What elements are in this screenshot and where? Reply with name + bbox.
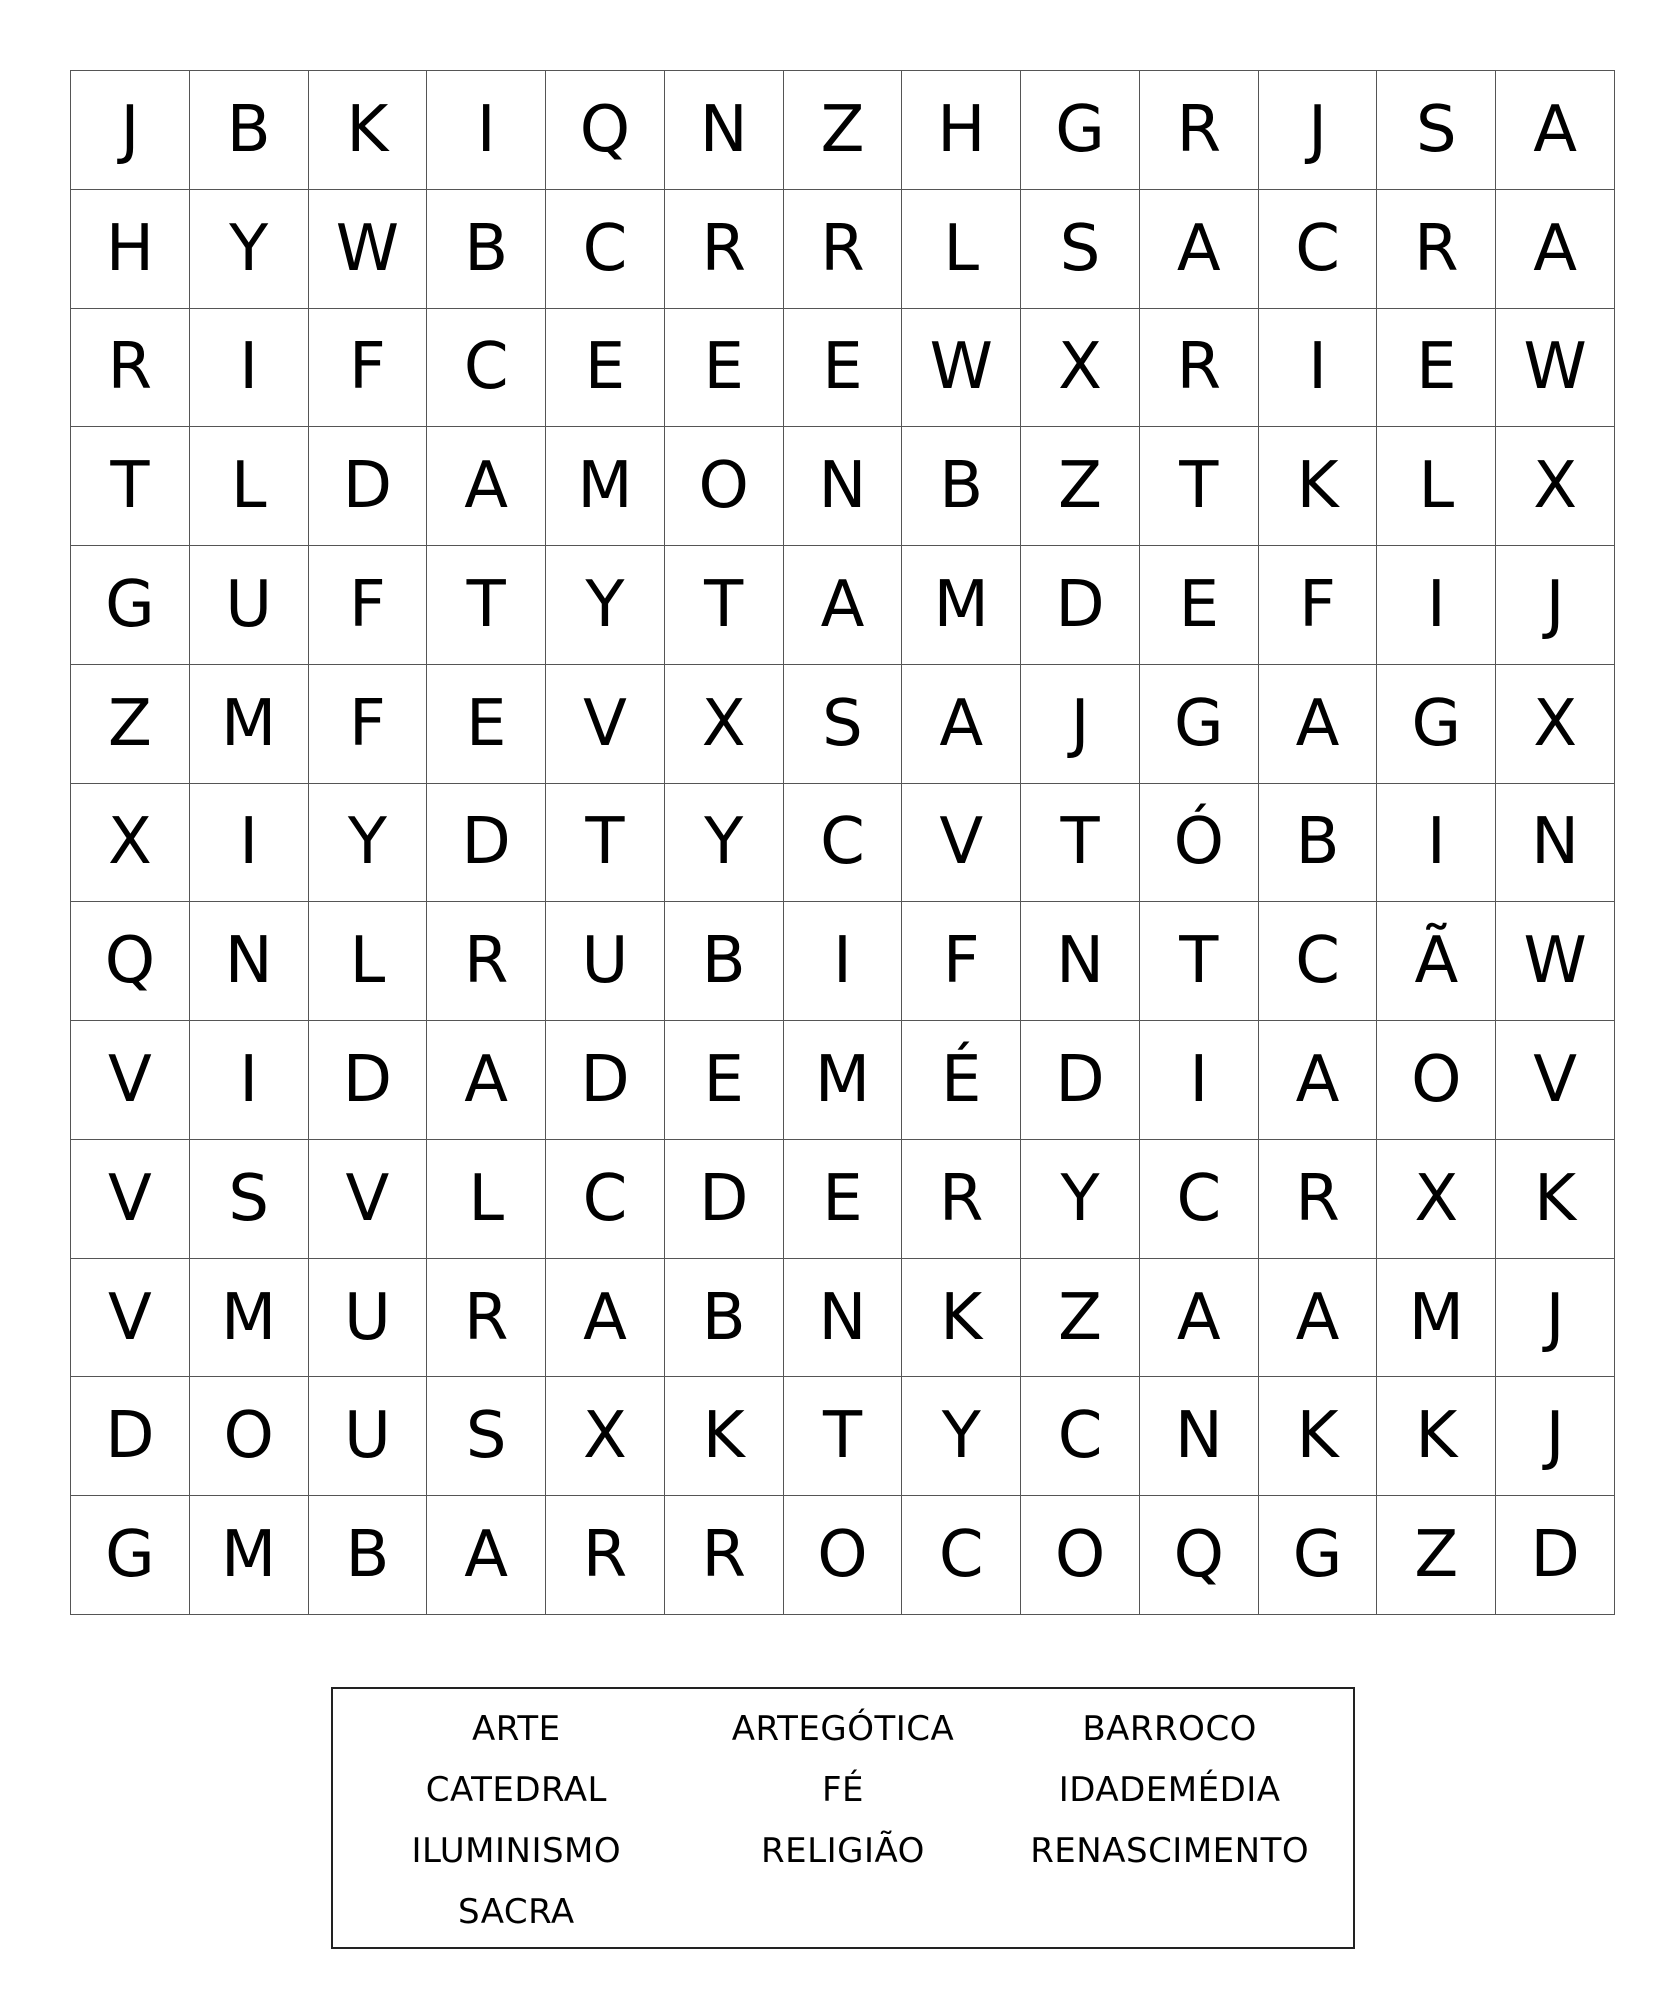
grid-cell[interactable]: G (1021, 71, 1140, 190)
grid-cell[interactable]: A (427, 427, 546, 546)
grid-cell[interactable]: F (309, 546, 428, 665)
grid-cell[interactable]: J (1496, 1377, 1615, 1496)
word-list-item: ILUMINISMO (411, 1831, 622, 1871)
grid-cell[interactable]: A (427, 1021, 546, 1140)
grid-cell[interactable]: Q (71, 902, 190, 1021)
grid-cell[interactable]: N (784, 427, 903, 546)
grid-cell[interactable]: I (784, 902, 903, 1021)
grid-cell[interactable]: E (784, 1140, 903, 1259)
grid-cell[interactable]: R (665, 1496, 784, 1615)
grid-cell[interactable]: D (1021, 1021, 1140, 1140)
grid-cell[interactable]: U (309, 1259, 428, 1378)
grid-cell[interactable]: C (546, 1140, 665, 1259)
grid-cell[interactable]: G (71, 546, 190, 665)
grid-cell[interactable]: I (190, 309, 309, 428)
grid-cell[interactable]: M (546, 427, 665, 546)
grid-cell[interactable]: C (1259, 190, 1378, 309)
grid-cell[interactable]: S (784, 665, 903, 784)
word-bank (331, 1687, 1355, 1949)
grid-cell[interactable]: I (1259, 309, 1378, 428)
word-list-item: ARTEGÓTICA (731, 1709, 955, 1749)
grid-cell[interactable]: C (784, 784, 903, 903)
grid-cell[interactable]: W (1496, 902, 1615, 1021)
grid-cell[interactable]: I (427, 71, 546, 190)
grid-cell[interactable]: A (1496, 71, 1615, 190)
grid-cell[interactable]: L (427, 1140, 546, 1259)
grid-cell[interactable]: T (71, 427, 190, 546)
grid-cell[interactable]: S (1021, 190, 1140, 309)
grid-cell[interactable]: X (1377, 1140, 1496, 1259)
grid-cell[interactable]: B (190, 71, 309, 190)
grid-cell[interactable]: R (427, 902, 546, 1021)
grid-cell[interactable]: O (1021, 1496, 1140, 1615)
grid-cell[interactable]: I (1140, 1021, 1259, 1140)
grid-cell[interactable]: Z (1377, 1496, 1496, 1615)
grid-cell[interactable]: Y (902, 1377, 1021, 1496)
grid-cell[interactable]: V (1496, 1021, 1615, 1140)
grid-cell[interactable]: D (665, 1140, 784, 1259)
grid-cell[interactable]: R (665, 190, 784, 309)
grid-cell[interactable]: B (427, 190, 546, 309)
grid-cell[interactable]: Y (665, 784, 784, 903)
grid-cell[interactable]: C (902, 1496, 1021, 1615)
word-list-item: IDADEMÉDIA (1058, 1770, 1281, 1810)
grid-cell[interactable]: V (71, 1259, 190, 1378)
grid-cell[interactable]: T (784, 1377, 903, 1496)
grid-cell[interactable]: K (665, 1377, 784, 1496)
grid-cell[interactable]: T (1140, 427, 1259, 546)
grid-cell[interactable]: J (71, 71, 190, 190)
grid-cell[interactable]: G (1140, 665, 1259, 784)
grid-cell[interactable]: B (665, 1259, 784, 1378)
grid-cell[interactable]: A (1140, 190, 1259, 309)
word-list-item: RELIGIÃO (761, 1831, 925, 1871)
grid-cell[interactable]: A (1140, 1259, 1259, 1378)
grid-cell[interactable]: O (784, 1496, 903, 1615)
grid-cell[interactable]: R (1259, 1140, 1378, 1259)
grid-cell[interactable]: Y (546, 546, 665, 665)
grid-cell[interactable]: Z (1021, 427, 1140, 546)
grid-cell[interactable]: L (309, 902, 428, 1021)
grid-cell[interactable]: F (902, 902, 1021, 1021)
grid-cell[interactable]: V (71, 1021, 190, 1140)
grid-cell[interactable]: J (1496, 546, 1615, 665)
grid-cell[interactable]: U (546, 902, 665, 1021)
grid-cell[interactable]: L (190, 427, 309, 546)
grid-cell[interactable]: M (1377, 1259, 1496, 1378)
grid-cell[interactable]: J (1259, 71, 1378, 190)
grid-cell[interactable]: A (902, 665, 1021, 784)
grid-cell[interactable]: M (784, 1021, 903, 1140)
grid-cell[interactable]: C (427, 309, 546, 428)
grid-cell[interactable]: C (1021, 1377, 1140, 1496)
grid-cell[interactable]: Y (190, 190, 309, 309)
grid-cell[interactable]: H (902, 71, 1021, 190)
grid-cell[interactable]: O (665, 427, 784, 546)
grid-cell[interactable]: W (309, 190, 428, 309)
grid-cell[interactable]: D (309, 1021, 428, 1140)
grid-cell[interactable]: V (902, 784, 1021, 903)
grid-cell[interactable]: N (190, 902, 309, 1021)
grid-cell[interactable]: I (190, 784, 309, 903)
grid-cell[interactable]: H (71, 190, 190, 309)
grid-cell[interactable]: E (1140, 546, 1259, 665)
grid-cell[interactable]: F (309, 665, 428, 784)
grid-cell[interactable]: B (665, 902, 784, 1021)
grid-cell[interactable]: E (665, 1021, 784, 1140)
grid-cell[interactable]: J (1496, 1259, 1615, 1378)
grid-cell[interactable]: A (784, 546, 903, 665)
grid-cell[interactable]: C (1140, 1140, 1259, 1259)
grid-cell[interactable]: A (427, 1496, 546, 1615)
grid-cell[interactable]: M (190, 1259, 309, 1378)
grid-cell[interactable]: E (546, 309, 665, 428)
word-list-item: SACRA (458, 1892, 575, 1932)
grid-cell[interactable]: L (1377, 427, 1496, 546)
grid-cell[interactable]: D (427, 784, 546, 903)
grid-cell[interactable]: X (1496, 665, 1615, 784)
grid-cell[interactable]: A (1496, 190, 1615, 309)
grid-cell[interactable]: Z (1021, 1259, 1140, 1378)
grid-cell[interactable]: T (1021, 784, 1140, 903)
grid-cell[interactable]: D (546, 1021, 665, 1140)
grid-cell[interactable]: V (71, 1140, 190, 1259)
grid-cell[interactable]: G (1259, 1496, 1378, 1615)
grid-cell[interactable]: L (902, 190, 1021, 309)
grid-cell[interactable]: K (1377, 1377, 1496, 1496)
word-list-item: FÉ (821, 1770, 865, 1810)
grid-cell[interactable]: K (1259, 1377, 1378, 1496)
grid-cell[interactable]: B (309, 1496, 428, 1615)
grid-cell[interactable]: U (190, 546, 309, 665)
grid-cell[interactable]: I (1377, 546, 1496, 665)
grid-cell[interactable]: E (784, 309, 903, 428)
grid-cell[interactable]: R (1377, 190, 1496, 309)
grid-cell[interactable]: W (1496, 309, 1615, 428)
grid-cell[interactable]: M (190, 1496, 309, 1615)
grid-cell[interactable]: X (546, 1377, 665, 1496)
grid-cell[interactable]: S (1377, 71, 1496, 190)
grid-cell[interactable]: Z (71, 665, 190, 784)
grid-cell[interactable]: R (1140, 309, 1259, 428)
grid-cell[interactable]: F (1259, 546, 1378, 665)
grid-cell[interactable]: U (309, 1377, 428, 1496)
grid-cell[interactable]: N (1021, 902, 1140, 1021)
word-list-item: RENASCIMENTO (1030, 1831, 1310, 1871)
grid-cell[interactable]: Q (546, 71, 665, 190)
grid-cell[interactable]: R (427, 1259, 546, 1378)
grid-cell[interactable]: D (309, 427, 428, 546)
grid-cell[interactable]: Ã (1377, 902, 1496, 1021)
grid-cell[interactable]: D (1021, 546, 1140, 665)
grid-cell[interactable]: S (427, 1377, 546, 1496)
grid-cell[interactable]: Ó (1140, 784, 1259, 903)
grid-cell[interactable]: G (71, 1496, 190, 1615)
grid-cell[interactable]: D (71, 1377, 190, 1496)
grid-cell[interactable]: Y (309, 784, 428, 903)
grid-cell[interactable]: K (902, 1259, 1021, 1378)
grid-cell[interactable]: N (784, 1259, 903, 1378)
grid-cell[interactable]: Z (784, 71, 903, 190)
grid-cell[interactable]: E (427, 665, 546, 784)
grid-cell[interactable]: A (1259, 665, 1378, 784)
grid-cell[interactable]: T (665, 546, 784, 665)
grid-cell[interactable]: O (190, 1377, 309, 1496)
grid-cell[interactable]: I (190, 1021, 309, 1140)
grid-cell[interactable]: K (309, 71, 428, 190)
grid-cell[interactable]: N (1496, 784, 1615, 903)
grid-cell[interactable]: I (1377, 784, 1496, 903)
grid-cell[interactable]: D (1496, 1496, 1615, 1615)
grid-cell[interactable]: T (427, 546, 546, 665)
grid-cell[interactable]: N (665, 71, 784, 190)
grid-cell[interactable]: A (1259, 1021, 1378, 1140)
grid-cell[interactable]: V (546, 665, 665, 784)
grid-cell[interactable]: X (1021, 309, 1140, 428)
grid-cell[interactable]: A (546, 1259, 665, 1378)
grid-cell[interactable]: X (665, 665, 784, 784)
grid-cell[interactable]: G (1377, 665, 1496, 784)
grid-cell[interactable]: E (1377, 309, 1496, 428)
grid-cell[interactable]: M (190, 665, 309, 784)
grid-cell[interactable]: X (71, 784, 190, 903)
grid-cell[interactable]: O (1377, 1021, 1496, 1140)
grid-cell[interactable]: B (902, 427, 1021, 546)
grid-cell[interactable]: C (546, 190, 665, 309)
word-list-item: BARROCO (1082, 1709, 1257, 1749)
grid-cell[interactable]: Q (1140, 1496, 1259, 1615)
grid-cell[interactable]: É (902, 1021, 1021, 1140)
grid-cell[interactable]: V (309, 1140, 428, 1259)
grid-cell[interactable]: N (1140, 1377, 1259, 1496)
grid-cell[interactable]: R (546, 1496, 665, 1615)
grid-cell[interactable]: R (784, 190, 903, 309)
letter-grid (70, 70, 1615, 1615)
grid-cell[interactable]: E (665, 309, 784, 428)
word-list-item: ARTE (471, 1709, 561, 1749)
grid-cell[interactable]: C (1259, 902, 1378, 1021)
word-list-item: CATEDRAL (425, 1770, 607, 1810)
grid-cell[interactable]: M (902, 546, 1021, 665)
grid-cell[interactable]: T (546, 784, 665, 903)
grid-cell[interactable]: A (1259, 1259, 1378, 1378)
grid-cell[interactable]: R (902, 1140, 1021, 1259)
grid-cell[interactable]: S (190, 1140, 309, 1259)
grid-cell[interactable]: X (1496, 427, 1615, 546)
grid-cell[interactable]: F (309, 309, 428, 428)
grid-cell[interactable]: W (902, 309, 1021, 428)
grid-cell[interactable]: Y (1021, 1140, 1140, 1259)
grid-cell[interactable]: R (71, 309, 190, 428)
grid-cell[interactable]: K (1496, 1140, 1615, 1259)
grid-cell[interactable]: B (1259, 784, 1378, 903)
grid-cell[interactable]: K (1259, 427, 1378, 546)
grid-cell[interactable]: R (1140, 71, 1259, 190)
grid-cell[interactable]: T (1140, 902, 1259, 1021)
grid-cell[interactable]: J (1021, 665, 1140, 784)
